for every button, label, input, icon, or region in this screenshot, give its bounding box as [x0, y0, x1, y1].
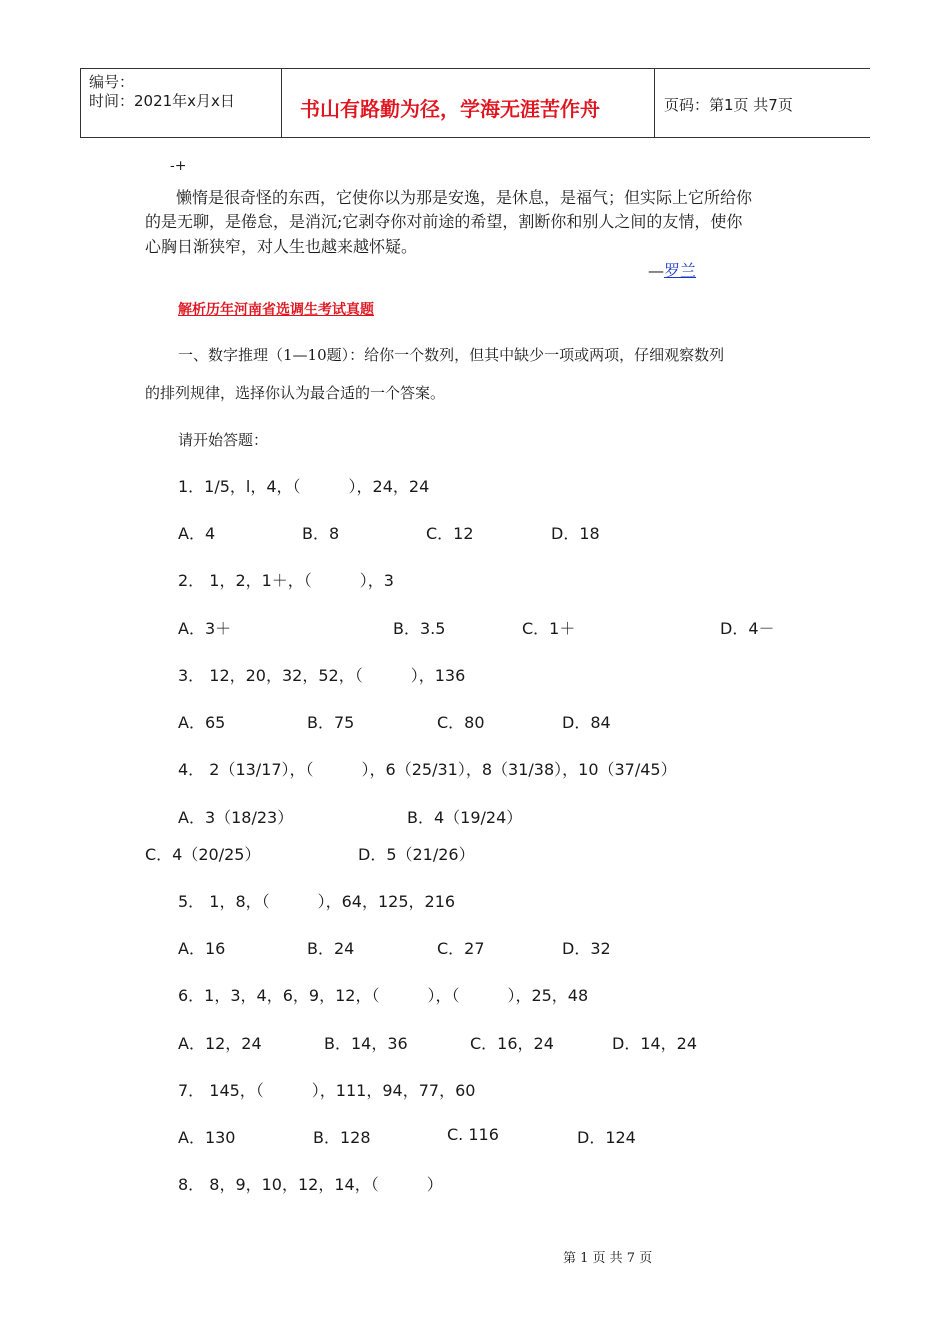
header-motto: 书山有路勤为径，学海无涯苦作舟	[300, 97, 600, 121]
header-code-label: 编号：	[89, 73, 135, 91]
question-6-option-a: A．12，24	[178, 1034, 262, 1053]
question-7-option-b: B．128	[313, 1128, 371, 1147]
question-6-stem: 6．1，3，4，6，9，12，（ ），（ ），25，48	[178, 986, 589, 1005]
question-1-option-d: D．18	[551, 524, 600, 543]
question-3-option-b: B．75	[307, 713, 355, 732]
instruction-line-2: 的排列规律，选择你认为最合适的一个答案。	[145, 384, 446, 402]
header-border-left	[80, 69, 81, 137]
question-7-option-d: D．124	[577, 1128, 636, 1147]
header-divider-1	[281, 69, 282, 137]
question-1-option-a: A．4	[178, 524, 216, 543]
start-prompt: 请开始答题：	[178, 431, 269, 449]
doc-title: 解析历年河南省选调生考试真题	[178, 302, 374, 318]
header-page-info: 页码：第1页 共7页	[664, 96, 793, 114]
question-5-option-a: A．16	[178, 939, 226, 958]
quote-author-dash: —	[648, 261, 664, 280]
quote-author-link[interactable]: 罗兰	[664, 261, 697, 280]
question-2-option-d: D．4－	[720, 619, 775, 638]
question-4-stem: 4． 2（13/17），（ ），6（25/31），8（31/38），10（37/45）	[178, 760, 677, 779]
quote-line-3: 心胸日渐狭窄，对人生也越来越怀疑。	[145, 237, 418, 256]
header-table	[80, 68, 870, 138]
question-2-option-c: C．1＋	[522, 619, 576, 638]
question-4-option-a: A．3（18/23）	[178, 808, 294, 827]
question-5-option-b: B．24	[307, 939, 355, 958]
question-3-option-d: D．84	[562, 713, 611, 732]
question-2-option-a: A．3＋	[178, 619, 232, 638]
question-7-stem: 7． 145，（ ），111，94，77，60	[178, 1081, 476, 1100]
question-3-option-c: C．80	[437, 713, 485, 732]
question-2-stem: 2． 1，2，1＋，（ ），3	[178, 571, 394, 590]
question-6-option-b: B．14，36	[324, 1034, 408, 1053]
question-6-option-c: C．16，24	[470, 1034, 554, 1053]
page-footer: 第 1 页 共 7 页	[563, 1251, 653, 1266]
intro-marker: -+	[170, 158, 187, 174]
question-4-option-d: D．5（21/26）	[358, 845, 475, 864]
question-1-option-b: B．8	[302, 524, 340, 543]
question-5-stem: 5． 1，8，（ ），64，125，216	[178, 892, 456, 911]
question-2-option-b: B．3.5	[393, 619, 446, 638]
quote-line-1: 懒惰是很奇怪的东西，它使你以为那是安逸，是休息，是福气；但实际上它所给你	[176, 188, 753, 207]
question-1-option-c: C．12	[426, 524, 474, 543]
question-4-option-b: B．4（19/24）	[407, 808, 523, 827]
question-8-stem: 8． 8，9，10，12，14，（ ）	[178, 1175, 443, 1194]
question-7-option-a: A．130	[178, 1128, 236, 1147]
question-6-option-d: D．14，24	[612, 1034, 698, 1053]
header-divider-2	[654, 69, 655, 137]
question-5-option-d: D．32	[562, 939, 611, 958]
question-4-option-c: C．4（20/25）	[145, 845, 261, 864]
instruction-line-1: 一、数字推理（1—10题）：给你一个数列，但其中缺少一项或两项，仔细观察数列	[178, 346, 725, 364]
header-time-label: 时间：2021年x月x日	[89, 92, 235, 110]
quote-author	[648, 257, 696, 285]
quote-line-2: 的是无聊，是倦怠，是消沉;它剥夺你对前途的希望，割断你和别人之间的友情，使你	[145, 212, 743, 231]
question-7-option-c: C. 116	[447, 1125, 499, 1144]
question-3-stem: 3． 12，20，32，52，（ ），136	[178, 666, 466, 685]
question-1-stem: 1．1/5，l，4，（ ），24，24	[178, 477, 430, 496]
question-3-option-a: A．65	[178, 713, 226, 732]
question-5-option-c: C．27	[437, 939, 485, 958]
